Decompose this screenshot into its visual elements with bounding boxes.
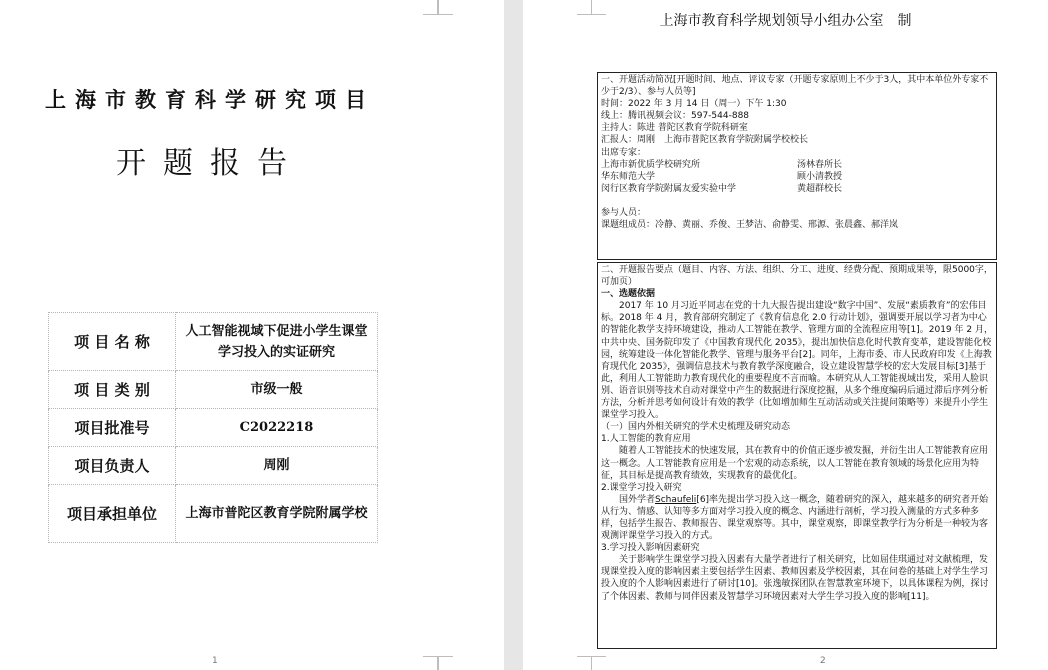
crop-mark bbox=[577, 656, 592, 670]
expert-org: 华东师范大学 bbox=[601, 171, 656, 182]
factors-paragraph: 关于影响学生课堂学习投入因素有大量学者进行了相关研究，比如屈佳琪通过对文献梳理，发现课堂投入度的影响因素主要包括学生因素、教师因素及学校因素，其在问卷的基础上对学生学习投入度的个人影响因素进行了研讨[10]。张逸敏探团队在智慧教室环境下，以具体课程为例，探讨了个体因素、教师与同伴因素及智慧学习环境因素对大学生学习投入度的影响[11]。 bbox=[601, 555, 989, 602]
expert-name: 汤林春所长 bbox=[797, 159, 843, 170]
table-row bbox=[49, 447, 378, 485]
crop-mark bbox=[438, 0, 453, 15]
section2-heading: 二、开题报告要点（题目、内容、方法、组织、分工、进度、经费分配、预期成果等，限5000字，可加页） bbox=[601, 265, 993, 288]
host-unit-value: 上海市普陀区教育学院附属学校 bbox=[176, 485, 378, 543]
meeting-online: 线上：腾讯视频会议：597-544-888 bbox=[601, 111, 750, 122]
page-header: 上海市教育科学规划领导小组办公室 制 bbox=[659, 13, 912, 29]
expert-name: 黄超群校长 bbox=[797, 183, 843, 194]
citation-link[interactable]: Schaufeli bbox=[655, 494, 697, 505]
project-leader-label: 项目负责人 bbox=[49, 447, 176, 485]
project-info-table bbox=[48, 312, 378, 543]
expert-org: 上海市新优质学校研究所 bbox=[601, 159, 701, 170]
project-leader-value: 周刚 bbox=[176, 447, 378, 485]
report-subtitle: 开题报告 bbox=[116, 146, 304, 181]
crop-mark bbox=[423, 0, 438, 15]
approval-number-value: C2022218 bbox=[176, 409, 378, 447]
engagement-heading: 2.课堂学习投入研究 bbox=[601, 482, 682, 493]
engagement-text-pre: 国外学者 bbox=[619, 494, 656, 505]
table-row bbox=[49, 371, 378, 409]
approval-number-label: 项目批准号 bbox=[49, 409, 176, 447]
participants-label: 参与人员： bbox=[601, 207, 647, 218]
topic-basis-heading: 一、选题依据 bbox=[601, 289, 656, 300]
engagement-text-post: [6]率先提出学习投入这一概念，随着研究的深入，越来越多的研究者开始从行为、情感、认知等多方面对学习投入度的概念、内涵进行剖析，学习投入测量的方式多种多样，包括学生报告、教师报告、课堂观察等。其中，课堂观察，即课堂教学行为分析是一种较为客观测评课堂学习投入的方式。 bbox=[601, 494, 989, 542]
project-type-label: 项 目 类 别 bbox=[49, 371, 176, 409]
participants-list: 课题组成员：冷静、黄丽、乔俊、王梦洁、俞静雯、邢源、张晨鑫、郝洋岚 bbox=[601, 220, 899, 231]
experts-label: 出席专家： bbox=[601, 147, 647, 158]
expert-org: 闵行区教育学院附属友爱实验中学 bbox=[601, 183, 737, 194]
meeting-host: 主持人：陈进 普陀区教育学院科研室 bbox=[601, 123, 748, 134]
expert-name: 顾小清教授 bbox=[797, 171, 843, 182]
expert-row bbox=[601, 171, 993, 183]
engagement-paragraph bbox=[601, 494, 993, 542]
page-1 bbox=[0, 0, 504, 670]
crop-mark bbox=[591, 656, 606, 670]
ai-education-heading: 1.人工智能的教育应用 bbox=[601, 434, 691, 445]
expert-row bbox=[601, 183, 993, 195]
review-heading: （一）国内外相关研究的学术史梳理及研究动态 bbox=[601, 422, 791, 433]
factors-heading: 3.学习投入影响因素研究 bbox=[601, 543, 700, 554]
opening-activity-box bbox=[597, 72, 997, 260]
table-row bbox=[49, 485, 378, 543]
meeting-reporter: 汇报人：周刚 上海市普陀区教育学院附属学校校长 bbox=[601, 135, 809, 146]
project-name-value: 人工智能视域下促进小学生课堂学习投入的实证研究 bbox=[176, 313, 378, 371]
ai-education-paragraph: 随着人工智能技术的快速发展，其在教育中的价值正逐步被发掘，并衍生出人工智能教育应用这一概念。人工智能教育应用是一个宏观的动态系统，以人工智能在教育领域的场景化应用为特征，其目标是提高教育绩效，实现教育的最优化[。 bbox=[601, 446, 989, 481]
meeting-time: 时间：2022 年 3 月 14 日（周一）下午 1:30 bbox=[601, 99, 787, 110]
table-row bbox=[49, 313, 378, 371]
crop-mark bbox=[423, 656, 438, 670]
page-number: 2 bbox=[820, 656, 826, 666]
project-name-label: 项 目 名 称 bbox=[49, 313, 176, 371]
crop-mark bbox=[438, 656, 453, 670]
spacer bbox=[601, 195, 993, 207]
report-title: 上海市教育科学研究项目 bbox=[45, 87, 375, 112]
page-number: 1 bbox=[212, 656, 218, 666]
host-unit-label: 项目承担单位 bbox=[49, 485, 176, 543]
section1-heading: 一、开题活动简况[开题时间、地点、评议专家（开题专家原则上不少于3人，其中本单位外专家不少于2/3）、参与人员等] bbox=[601, 75, 989, 98]
report-points-box bbox=[597, 262, 997, 649]
project-type-value: 市级一般 bbox=[176, 371, 378, 409]
page-2 bbox=[523, 0, 1048, 670]
expert-row bbox=[601, 159, 993, 171]
table-row bbox=[49, 409, 378, 447]
topic-basis-paragraph: 2017 年 10 月习近平同志在党的十九大报告提出建设“数字中国”、发展“素质教育”的宏伟目标。2018 年 4 月，教育部研究制定了《教育信息化 2.0 行动计划》，强调要开展以学习者为中心的智能化教学支持环境建设，推动人工智能在教学、管理方面的全流程应用等[1]。2019 年 2 月，中共中央、国务院印发了《中国教育现代化 2035》，提出加快信息化时代教育变革，建设智能化校园，统筹建设一体化智能化教学、管理与服务平台[2]。同年，上海市委、市人民政府印发《上海教育现代化 2035》，强调信息技术与教育教学深度融合，设立建设智慧学校的宏大发展目标[3]基于此，利用人工智能助力教育现代化的重要程度不言而喻。本研究从人工智能视域出发，采用人脸识别、语音识别等技术自动对课堂中产生的数据进行深度挖掘，从多个维度编码后通过滞后序列分析方法，分析并思考如何设计有效的教学（比如增加师生互动活动或关注提问策略等）来提升小学生课堂学习投入。 bbox=[601, 301, 993, 421]
